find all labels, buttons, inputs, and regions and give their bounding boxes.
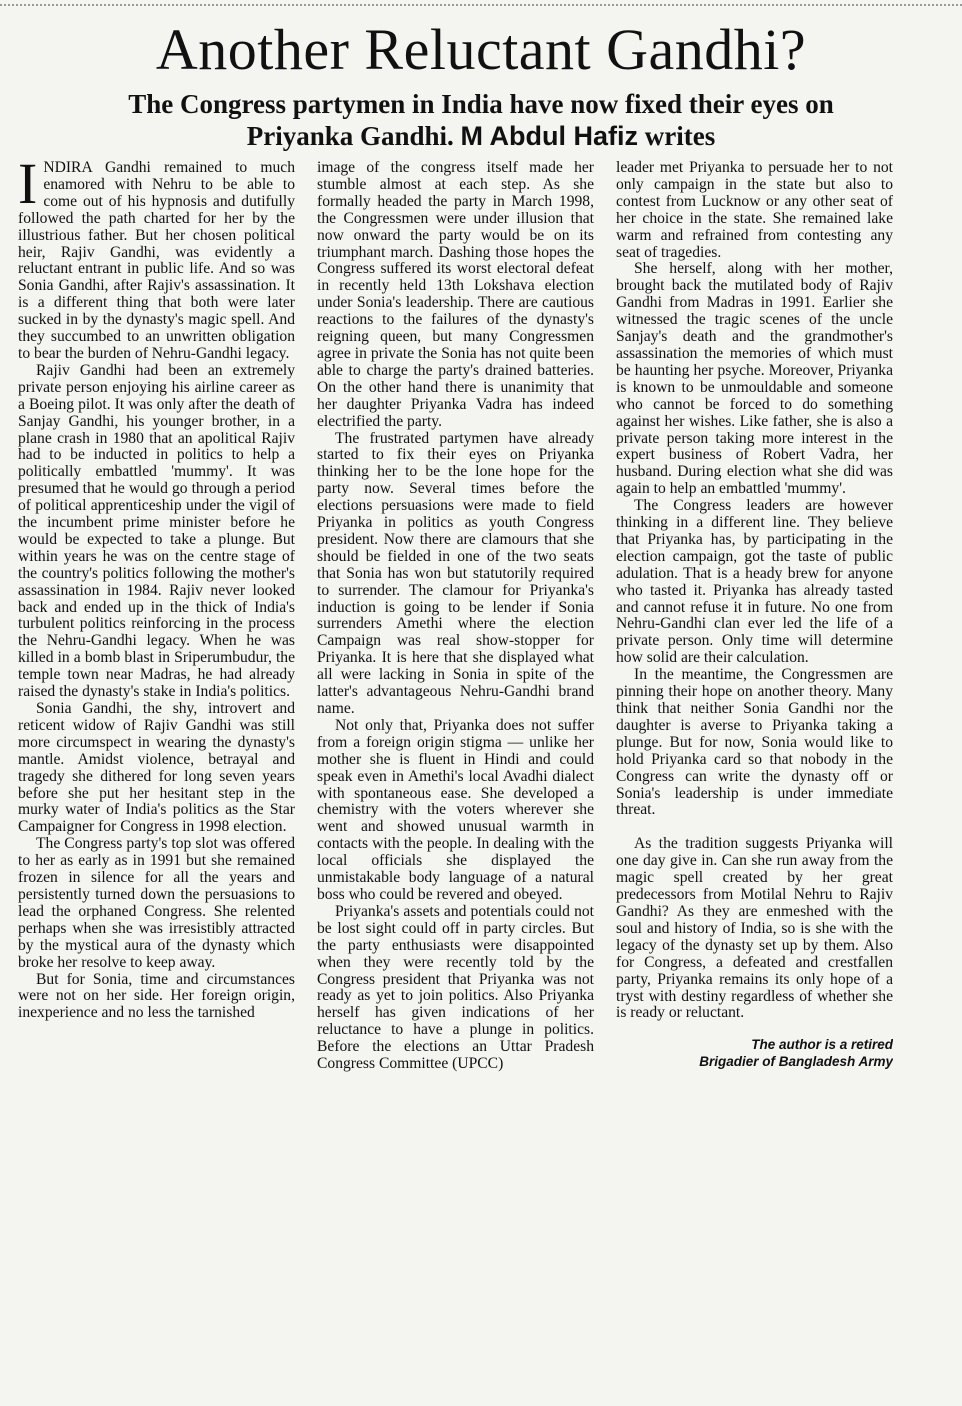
top-rule <box>0 4 962 6</box>
paragraph: In the meantime, the Congressmen are pinning their hope on another theory. Many think that neither Sonia Gandhi nor the daughter is averse to Priyanka taking a plunge. But for now, Sonia would like to hold Priyanka card so that nobody in the Congress can write the dynasty off or Sonia's leadership is under immediate threat. <box>616 666 893 819</box>
credit-line-1: The author is a retired <box>751 1037 893 1053</box>
byline-suffix: writes <box>644 121 716 151</box>
paragraph: The frustrated partymen have already started to fix their eyes on Priyanka thinking her to be the lone hope for the party now. Several times before the elections persuasions were made to field Priyanka in politics as youth Congress president. Now there are clamours that she should be fielded in one of the two seats that Sonia has won but statutorily required to surrender. The clamour for Priyanka's induction is going to be lender if Sonia surrenders Amethi where the election Campaign was real show-stopper for Priyanka. It is here that she displayed what all were lacking in Sonia in spite of the latter's advantageous Nehru-Gandhi brand name. <box>317 429 594 717</box>
headline: Another Reluctant Gandhi? <box>155 17 807 82</box>
column-3 <box>616 160 893 1370</box>
credit-line-2: Brigadier of Bangladesh Army <box>699 1054 893 1070</box>
subhead-line-2-text: Priyanka Gandhi. <box>246 121 454 151</box>
author-credit <box>616 1036 893 1070</box>
subhead-line-2 <box>0 120 962 152</box>
column-1 <box>18 160 295 1370</box>
paragraph: image of the congress itself made her stumble almost at each step. As she formally headed the party in March 1998, the Congressmen were under illusion that now onward the party would be on its triumphant march. Dashing those hopes the Congress suffered its worst electoral defeat in recently held 13th Lokshava election under Sonia's leadership. There are cautious reactions to the failures of the dynasty's reigning queen, but many Congressmen agree in private the Sonia has not quite been able to charge the party's drained batteries. On the other hand there is unanimity that her daughter Priyanka Vadra has indeed electrified the party. <box>317 160 594 430</box>
paragraph: The Congress leaders are however thinking in a different line. They believe that Priyanka has, by participating in the election campaign, got the taste of public adulation. That is a heady brew for anyone who tasted it. Priyanka has already tasted and cannot refuse it in future. No one from Nehru-Gandhi clan ever led the life of a private person. Only time will determine how solid are their calculation. <box>616 497 893 667</box>
paragraph: The Congress party's top slot was offered to her as early as in 1991 but she remained frozen in silence for all the years and persistently turned down the persuasions to lead the orphaned Congress. She relented perhaps when she was irresistibly attracted by the mystical aura of the dynasty which broke her resolve to keep away. <box>18 835 295 971</box>
paragraph: She herself, along with her mother, brought back the mutilated body of Rajiv Gandhi from Madras in 1991. Earlier she witnessed the tragic scenes of the uncle Sanjay's death and the grandmother's assassination the memories of which must be haunting her psyche. Moreover, Priyanka is known to be unmouldable and someone who cannot be forced to do something against her wishes. Like father, she is also a private person taking more interest in the expert business of Robert Vadra, her husband. During election what she did was again to help an embattled 'mummy'. <box>616 260 893 498</box>
paragraph-text: NDIRA Gandhi remained to much enamored with Nehru to be able to come out of his hypnosis and dutifully followed the path charted for her by the illustrious father. But her chosen political heir, Rajiv Gandhi, was evidently a reluctant entrant in public life. And so was Sonia Gandhi, after Rajiv's assassination. It is a different thing that both were later sucked in by the dynasty's magic spell. And they succumbed to an unwritten obligation to bear the burden of Nehru-Gandhi legacy. <box>18 160 295 362</box>
paragraph <box>18 160 295 363</box>
paragraph: Priyanka's assets and potentials could not be lost sight could off in party circles. But the party enthusiasts were disappointed when they were recently told by the Congress president that Priyanka was not ready as yet to join politics. Also Priyanka herself has given indications of her reluctance to have a plunge in politics. Before the elections an Uttar Pradesh Congress Committee (UPCC) <box>317 902 594 1073</box>
paragraph: As the tradition suggests Priyanka will one day give in. Can she run away from the magic spell created by her great predecessors from Motilal Nehru to Rajiv Gandhi? As they are enmeshed with the soul and history of India, so is she with the legacy of the dynasty set up by them. Also for Congress, a defeated and crestfallen party, Priyanka remains its only hope of a tryst with destiny regardless of whether she is ready or reluctant. <box>616 835 893 1022</box>
article-body <box>18 160 893 1370</box>
subhead-line-1: The Congress partymen in India have now fixed their eyes on <box>128 89 834 119</box>
paragraph: But for Sonia, time and circumstances were not on her side. Her foreign origin, inexperience and no less the tarnished <box>18 970 295 1022</box>
drop-cap: I <box>18 160 38 216</box>
subheadline <box>0 88 962 152</box>
paragraph: Sonia Gandhi, the shy, introvert and reticent widow of Rajiv Gandhi was still more circumspect in wearing the dynasty's mantle. Amidst violence, betrayal and tragedy she dithered for long seven years before she put her hesitant step in the murky water of India's politics as the Star Campaigner for Congress in 1998 election. <box>18 700 295 836</box>
paragraph: Not only that, Priyanka does not suffer from a foreign origin stigma — unlike her mother she is fluent in Hindi and could speak even in Amethi's local Avadhi dialect with spontaneous ease. She developed a chemistry with the voters wherever she went and showed unusual warmth in contacts with the people. In dealing with the local officials she displayed the unmistakable body language of a natural boss who could be revered and obeyed. <box>317 716 594 903</box>
column-2 <box>317 160 594 1370</box>
byline-author: M Abdul Hafiz <box>460 121 639 151</box>
paragraph: Rajiv Gandhi had been an extremely private person enjoying his airline career as a Boeing pilot. It was only after the death of Sanjay Gandhi, his younger brother, in a plane crash in 1980 that an apolitical Rajiv had to be inducted in politics to help a politically embattled 'mummy'. It was presumed that he would go through a period of political apprenticeship under the vigil of the incumbent prime minister before he would be expected to take a plunge. But within years he was on the centre stage of the country's politics following the mother's assassination in 1984. Rajiv never looked back and ended up in the thick of India's turbulent politics reinforcing in the process the Nehru-Gandhi legacy. When he was killed in a bomb blast in Sriperumbudur, the temple town near Madras, he had already raised the dynasty's stake in India's politics. <box>18 361 295 701</box>
paragraph: leader met Priyanka to persuade her to not only campaign in the state but also to contest from Lucknow or any other seat of her choice in the state. She remained lake warm and refrained from contesting any seat of tragedies. <box>616 160 893 261</box>
